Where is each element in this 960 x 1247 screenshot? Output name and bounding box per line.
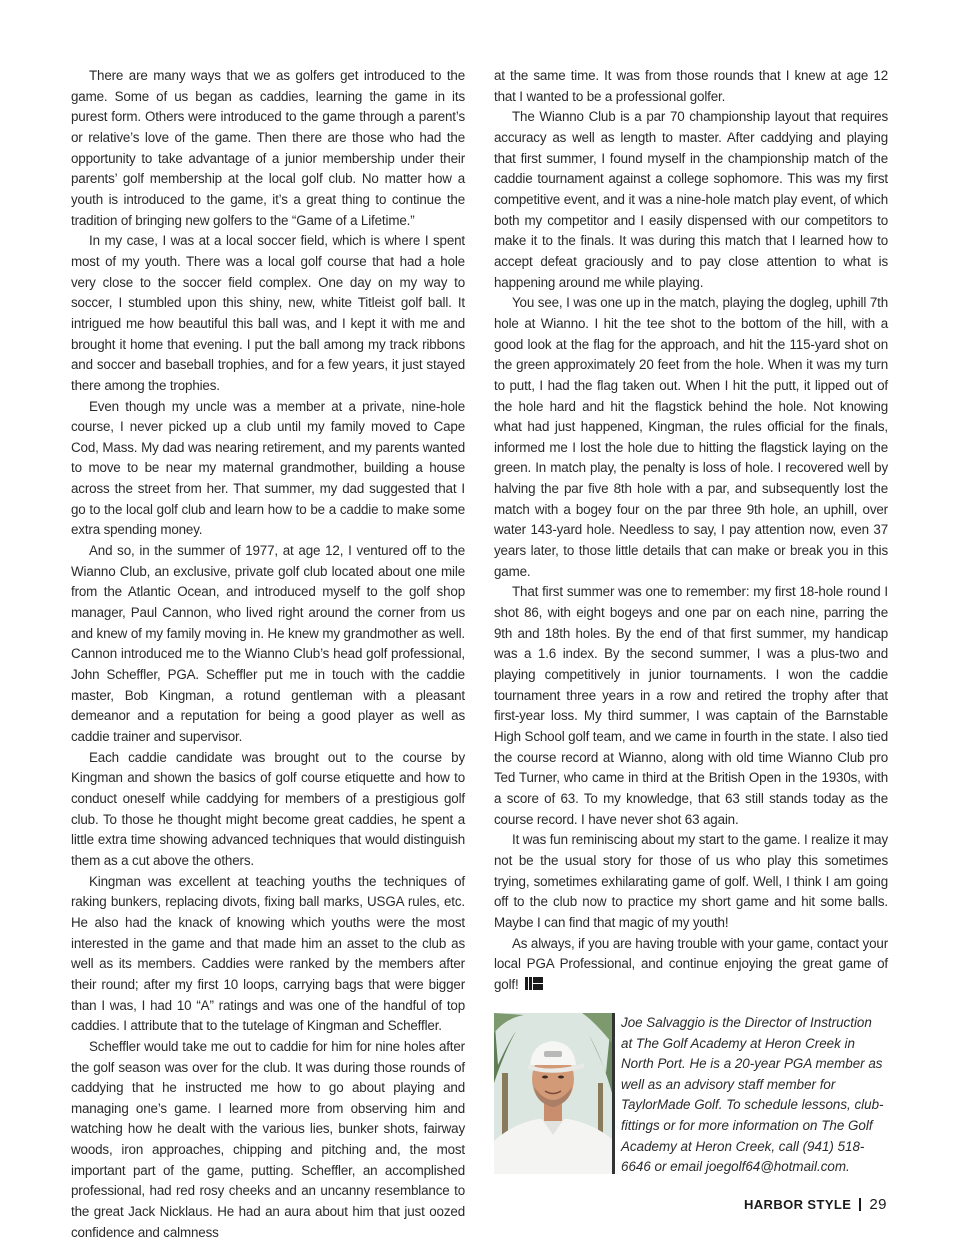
bio-divider	[612, 1013, 615, 1174]
paragraph: It was fun reminiscing about my start to the game. I realize it may not be the usual story for those of us who play this sometimes trying, sometimes exhilarating game of golf. Well, I think I am going off to the club now to practice my short game and hit some balls. Maybe I can find that magic of my youth!	[494, 832, 888, 930]
article-column-left	[71, 66, 465, 1243]
author-bio	[494, 1013, 888, 1175]
paragraph: Even though my uncle was a member at a private, nine-hole course, I never picked up a club until my family moved to Cape Cod, Mass. My dad was nearing retirement, and my parents wanted to move to be near my maternal grandmother, building a house across the street from her. That summer, my dad suggested that I go to the local golf club and learn how to be a caddie to make some extra spending money.	[71, 398, 465, 538]
page-number: 29	[869, 1196, 887, 1213]
page-footer	[744, 1196, 887, 1213]
paragraph-continuation: at the same time. It was from those rounds that I knew at age 12 that I wanted to be a professional golfer.	[494, 68, 888, 104]
paragraph: The Wianno Club is a par 70 championship layout that requires accuracy as well as length to master. After caddying and playing that first summer, I found myself in the championship match of the caddie tournament against a college sophomore. This was my first competitive event, and it was a nine-hole match play event, of which both my competitor and I easily dispensed with our competitors to make it to the finals. It was during this match that I learned how to accept defeat graciously and to pay close attention to what is happening around me while playing.	[494, 109, 888, 290]
paragraph: There are many ways that we as golfers get introduced to the game. Some of us began as caddies, learning the game in its purest form. Others were introduced to the game through a parent’s or relative’s love of the game. Then there are those who had the opportunity to take advantage of a junior membership under their parents’ golf membership at the local golf club. No matter how a youth is introduced to the game, it’s a great thing to continue the tradition of bringing new golfers to the “Game of a Lifetime.”	[71, 68, 465, 228]
end-mark-icon	[525, 977, 543, 990]
paragraph: You see, I was one up in the match, playing the dogleg, uphill 7th hole at Wianno. I hit the tee shot to the bottom of the hill, with a good look at the flag for the approach, and hit the 115-yard shot on the green approximately 20 feet from the hole. When it was my turn to putt, I had the flag taken out. When I hit the putt, it lipped out of the hole hard and hit the flagstick behind the hole. Not knowing what had just happened, Kingman, the rules official for the finals, informed me I lost the hole due to hitting the flagstick laying on the green. In match play, the penalty is loss of hole. I recovered well by halving the par five 8th hole with a par, and subsequently lost the match with a bogey four on the par three 9th hole, an uphill, over water 143-yard hole. Needless to say, I pay attention now, even 37 years later, to those little details that can make or break you in this game.	[494, 295, 888, 579]
author-portrait-icon	[494, 1013, 612, 1174]
paragraph: Kingman was excellent at teaching youths the techniques of raking bunkers, replacing divots, fixing ball marks, USGA rules, etc. He also had the knack of knowing which youths were the most interested in the game and that made him an asset to the club as well as its members. Caddies were ranked by the members after their round; after my first 10 loops, carrying bags that were bigger than I was, I had 10 “A” ratings and was one of the handful of top caddies. I attribute that to the tutelage of Kingman and Scheffler.	[71, 873, 465, 1034]
paragraph: In my case, I was at a local soccer field, which is where I spent most of my youth. There was a local golf course that had a hole very close to the soccer field complex. One day on my way to soccer, I stumbled upon this shiny, new, white Titleist golf ball. It intrigued me how beautiful this ball was, and I kept it with me and brought it home that evening. I put the ball among my track ribbons and soccer and baseball trophies, and for a few years, it just stayed there among the trophies.	[71, 233, 465, 393]
bio-text: Joe Salvaggio is the Director of Instruction at The Golf Academy at Heron Creek in North Port. He is a 20-year PGA member as well as an advisory staff member for TaylorMade Golf. To schedule lessons, club-fittings or for more information on The Golf Academy at Heron Creek, call (941) 518-6646 or email joegolf64@hotmail.com.	[621, 1015, 884, 1175]
author-photo	[494, 1013, 612, 1174]
paragraph: That first summer was one to remember: my first 18-hole round I shot 86, with eight bogeys and one par on each nine, parring the 9th and 18th holes. By the end of that first summer, my handicap was a 1.6 index. By the second summer, I was a plus-two and playing competitively in junior tournaments. I won the caddie tournament three years in a row and retired the trophy after that first-year loss. My third summer, I was captain of the Barnstable High School golf team, and we came in fourth in the state. I also tied the course record at Wianno, along with old time Wianno Club pro Ted Turner, who came in third at the British Open in the 1930s, with a score of 63. To my knowledge, that 63 still stands today as the course record. I have never shot 63 again.	[494, 584, 888, 827]
paragraph: Scheffler would take me out to caddie for him for nine holes after the golf season was over for the club. It was during those rounds of caddying that he instructed me how to go about playing and managing one’s game. I learned more from observing him and watching how he dealt with the various lies, bunker shots, fairway woods, iron approaches, chipping and pitching and, the most important part of the game, putting. Scheffler, an accomplished professional, had red rosy cheeks and an uncanny resemblance to the great Jack Nicklaus. He had an aura about him that just oozed confidence and calmness	[71, 1038, 465, 1240]
closing-paragraph	[494, 934, 888, 996]
paragraph: And so, in the summer of 1977, at age 12, I ventured off to the Wianno Club, an exclusive, private golf club located about one mile from the Atlantic Ocean, and introduced myself to the golf shop manager, Paul Cannon, who lived right around the corner from us and knew of my family moving in. He knew my grandmother as well. Cannon introduced me to the Wianno Club’s head golf professional, John Scheffler, PGA. Scheffler put me in touch with the caddie master, Bob Kingman, a rotund gentleman with a pleasant demeanor and a reputation for being a good player as well as caddie trainer and supervisor.	[71, 543, 465, 744]
paragraph: Each caddie candidate was brought out to the course by Kingman and shown the basics of golf course etiquette and how to conduct oneself while caddying for members of a prestigious golf club. To those he thought might become great caddies, he spent a little extra time showing advanced techniques that would distinguish them as a cut above the others.	[71, 749, 465, 868]
article-column-right	[494, 66, 888, 996]
publication-name: HARBOR STYLE	[743, 1197, 852, 1212]
closing-text: As always, if you are having trouble with your game, contact your local PGA Professional, and continue enjoying the great game of golf!	[494, 935, 888, 992]
footer-divider	[859, 1198, 861, 1211]
